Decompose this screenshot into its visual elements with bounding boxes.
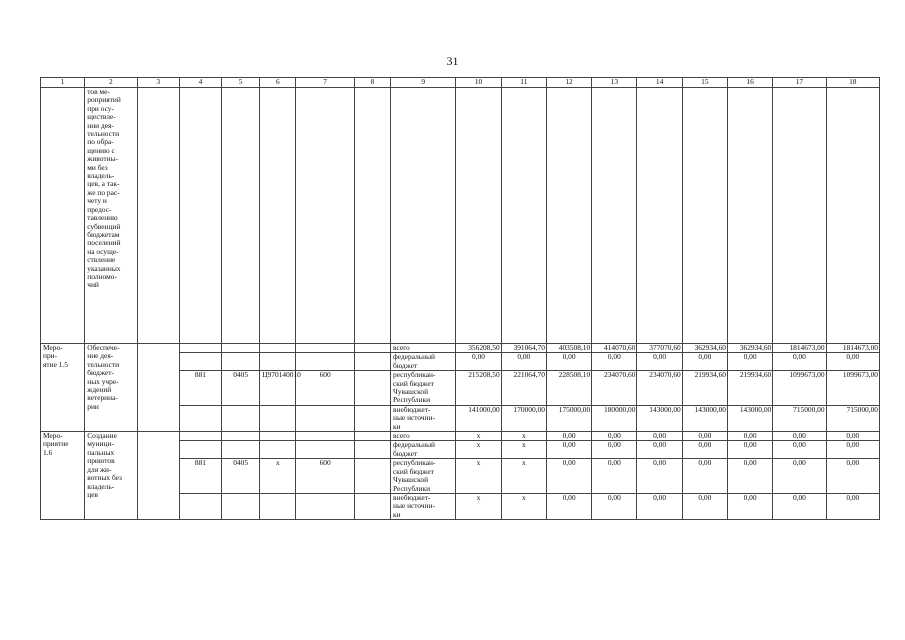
col-header: 11 xyxy=(501,78,546,88)
col-header: 7 xyxy=(296,78,354,88)
value-cell: 170000,00 xyxy=(501,405,546,431)
value-cell: 0,00 xyxy=(826,459,879,494)
value-cell: 0,00 xyxy=(637,353,682,371)
header-row xyxy=(41,78,880,88)
value-cell: 356208,50 xyxy=(456,344,501,353)
value-cell: 221064,70 xyxy=(501,371,546,406)
continuation-text: тов ме- роприятий при осу- ществле- нии дея- тельности по обра- щению с животны- ми без владель- цев, а так- же по рас- чету и предос- тавлению субвенций бюджетам поселений на осуще- ствление указанных полномо- чий xyxy=(85,88,137,344)
value-cell: 0,00 xyxy=(826,493,879,519)
funding-source: республикан- ский бюджет Чувашской Республики xyxy=(391,371,456,406)
value-cell: 228508,10 xyxy=(546,371,591,406)
value-cell: 0,00 xyxy=(773,432,826,441)
col-header: 14 xyxy=(637,78,682,88)
col-header: 16 xyxy=(727,78,772,88)
value-cell: 141000,00 xyxy=(456,405,501,431)
value-cell: 0,00 xyxy=(546,432,591,441)
value-cell: 0,00 xyxy=(637,459,682,494)
value-cell: 0,00 xyxy=(546,493,591,519)
col-header: 17 xyxy=(773,78,826,88)
page-number: 31 xyxy=(446,54,459,68)
funding-source: федеральный бюджет xyxy=(391,353,456,371)
value-cell: 0,00 xyxy=(727,459,772,494)
value-cell: 0,00 xyxy=(682,432,727,441)
value-cell: 215208,50 xyxy=(456,371,501,406)
funding-source: республикан- ский бюджет Чувашской Республики xyxy=(391,459,456,494)
code-cell: 881 xyxy=(179,371,221,406)
value-cell: 0,00 xyxy=(637,441,682,459)
value-cell: 0,00 xyxy=(546,459,591,494)
value-cell: 0,00 xyxy=(773,441,826,459)
code-cell: 0405 xyxy=(222,459,260,494)
value-cell: 0,00 xyxy=(727,441,772,459)
funding-source: внебюджет- ные источни- ки xyxy=(391,405,456,431)
value-cell: 0,00 xyxy=(826,441,879,459)
value-cell: 0,00 xyxy=(727,432,772,441)
value-cell: 0,00 xyxy=(773,353,826,371)
col-header: 4 xyxy=(179,78,221,88)
col-header: 10 xyxy=(456,78,501,88)
funding-source: внебюджет- ные источни- ки xyxy=(391,493,456,519)
value-cell: x xyxy=(456,459,501,494)
value-cell: 0,00 xyxy=(637,432,682,441)
value-cell: x xyxy=(456,441,501,459)
code-cell: 600 xyxy=(296,371,354,406)
value-cell: 0,00 xyxy=(592,493,637,519)
value-cell: 0,00 xyxy=(546,441,591,459)
funding-source: федеральный бюджет xyxy=(391,441,456,459)
value-cell: 715000,00 xyxy=(826,405,879,431)
value-cell: 1814673,00 xyxy=(773,344,826,353)
measure-label: Меро- приятие 1.6 xyxy=(41,432,85,520)
value-cell: 0,00 xyxy=(592,459,637,494)
value-cell: x xyxy=(501,459,546,494)
value-cell: 1099673,00 xyxy=(826,371,879,406)
code-cell: 881 xyxy=(179,459,221,494)
value-cell: 0,00 xyxy=(773,493,826,519)
value-cell: 0,00 xyxy=(727,493,772,519)
value-cell: x xyxy=(456,493,501,519)
measure-name: Создание муници- пальных приютов для жи- вотных без владель- цев xyxy=(85,432,137,520)
value-cell: 234070,60 xyxy=(637,371,682,406)
code-cell: x xyxy=(260,459,296,494)
value-cell: 175000,00 xyxy=(546,405,591,431)
col-header: 18 xyxy=(826,78,879,88)
value-cell: 1814673,00 xyxy=(826,344,879,353)
value-cell: 0,00 xyxy=(682,353,727,371)
col-header: 12 xyxy=(546,78,591,88)
col-header: 9 xyxy=(391,78,456,88)
measure-label: Меро- при- ятие 1.5 xyxy=(41,344,85,432)
value-cell: 0,00 xyxy=(592,353,637,371)
value-cell: x xyxy=(501,432,546,441)
col-header: 1 xyxy=(41,78,85,88)
value-cell: 0,00 xyxy=(592,432,637,441)
value-cell: 0,00 xyxy=(773,459,826,494)
col-header: 3 xyxy=(137,78,179,88)
funding-source: всего xyxy=(391,344,456,353)
value-cell: 1099673,00 xyxy=(773,371,826,406)
value-cell: 0,00 xyxy=(826,353,879,371)
value-cell: 0,00 xyxy=(456,353,501,371)
value-cell: x xyxy=(501,441,546,459)
value-cell: 391064,70 xyxy=(501,344,546,353)
col-header: 2 xyxy=(85,78,137,88)
measure-name: Обеспече- ние дея- тельности бюджет- ных учре- ждений ветерина- рии xyxy=(85,344,137,432)
value-cell: 0,00 xyxy=(682,441,727,459)
value-cell: 0,00 xyxy=(637,493,682,519)
value-cell: x xyxy=(501,493,546,519)
value-cell: x xyxy=(456,432,501,441)
code-cell: Ц970140010 xyxy=(260,371,296,406)
budget-table xyxy=(40,77,880,520)
value-cell: 143000,00 xyxy=(727,405,772,431)
value-cell: 234070,60 xyxy=(592,371,637,406)
value-cell: 0,00 xyxy=(826,432,879,441)
col-header: 6 xyxy=(260,78,296,88)
col-header: 13 xyxy=(592,78,637,88)
value-cell: 143000,00 xyxy=(637,405,682,431)
value-cell: 219934,60 xyxy=(727,371,772,406)
col-header: 15 xyxy=(682,78,727,88)
funding-source: всего xyxy=(391,432,456,441)
value-cell: 362934,60 xyxy=(682,344,727,353)
value-cell: 219934,60 xyxy=(682,371,727,406)
value-cell: 0,00 xyxy=(727,353,772,371)
value-cell: 143000,00 xyxy=(682,405,727,431)
value-cell: 715000,00 xyxy=(773,405,826,431)
value-cell: 414070,60 xyxy=(592,344,637,353)
col-header: 5 xyxy=(222,78,260,88)
code-cell: 0405 xyxy=(222,371,260,406)
value-cell: 0,00 xyxy=(501,353,546,371)
value-cell: 0,00 xyxy=(592,441,637,459)
col-header: 8 xyxy=(354,78,390,88)
continuation-row xyxy=(41,88,880,344)
value-cell: 0,00 xyxy=(682,493,727,519)
value-cell: 362934,60 xyxy=(727,344,772,353)
code-cell: 600 xyxy=(296,459,354,494)
value-cell: 0,00 xyxy=(682,459,727,494)
value-cell: 180000,00 xyxy=(592,405,637,431)
value-cell: 377070,60 xyxy=(637,344,682,353)
value-cell: 0,00 xyxy=(546,353,591,371)
value-cell: 403508,10 xyxy=(546,344,591,353)
